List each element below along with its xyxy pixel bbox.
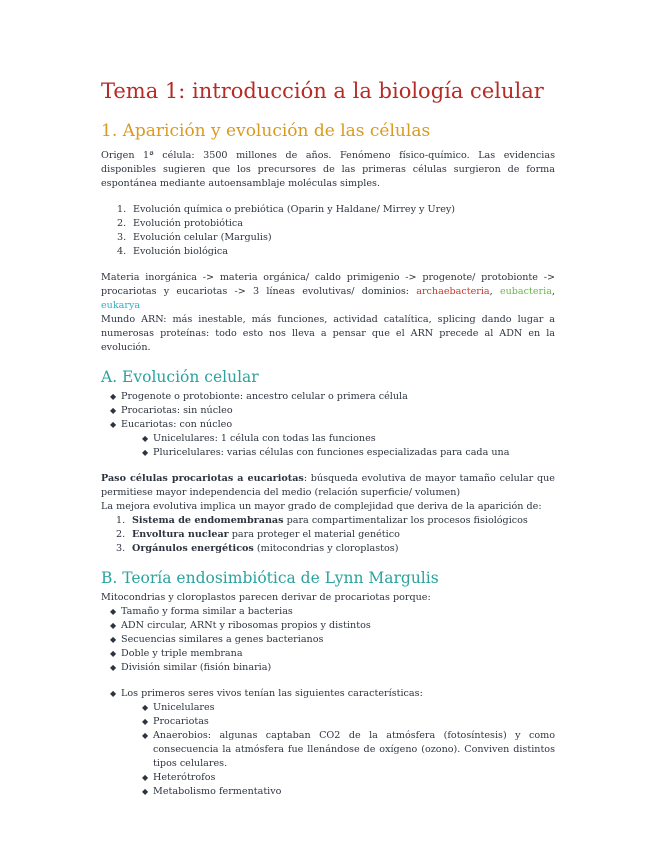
features-list [101, 514, 555, 556]
list-item: 2. Evolución protobiótica [117, 218, 244, 229]
traits-sublist [121, 701, 555, 799]
materia-paragraph: Materia inorgánica -> materia orgánica/ caldo primigenio -> progenote/ protobionte -> procariotas y eucariotas -> 3 líneas evolutivas/ dominios: archaebacteria, eubacteria, eukarya [101, 272, 555, 311]
list-item: ◆ División similar (fisión binaria) [110, 662, 272, 673]
evolucion-celular-list [101, 390, 555, 460]
sectionB-heading: B. Teoría endosimbiótica de Lynn Margulis [101, 569, 439, 587]
mundo-arn-paragraph: Mundo ARN: más inestable, más funciones, actividad catalítica, splicing dando lugar a numerosas proteínas: todo esto nos lleva a pensar que el ARN precede al ADN en la evolución. [101, 314, 555, 353]
paso-paragraph: Paso células procariotas a eucariotas: búsqueda evolutiva de mayor tamaño celular que permitiese mayor independencia del medio (relación superficie/ volumen) [101, 473, 555, 498]
evolution-steps-list [101, 203, 555, 259]
section1-intro: Origen 1ª célula: 3500 millones de años. Fenómeno físico-químico. Las evidencias disponibles sugieren que los precursores de las primeras células surgieron de forma espontánea mediante autoensamblaje moléculas simples. [101, 150, 555, 189]
list-item: ◆ Secuencias similares a genes bacterianos [110, 634, 324, 645]
list-item: 3. Orgánulos energéticos (mitocondrias y cloroplastos) [116, 543, 399, 554]
list-item: ◆ Progenote o protobionte: ancestro celular o primera célula [110, 391, 408, 402]
list-item: ◆ Unicelulares [142, 702, 215, 713]
list-item: 1. Sistema de endomembranas para compartimentalizar los procesos fisiológicos [116, 515, 528, 526]
sectionB-intro: Mitocondrias y cloroplastos parecen derivar de procariotas porque: [101, 592, 431, 603]
list-item: 3. Evolución celular (Margulis) [117, 232, 272, 243]
list-item: ◆ Anaerobios: algunas captaban CO2 de la atmósfera (fotosíntesis) y como consecuencia la atmósfera fue llenándose de oxígeno (ozono). Conviven distintos tipos celulares. [142, 730, 555, 769]
list-item: 1. Evolución química o prebiótica (Oparin y Haldane/ Mirrey y Urey) [117, 204, 456, 215]
reasons-list [101, 605, 555, 675]
list-item: ◆ Heterótrofos [142, 772, 216, 783]
eubacteria-term: eubacteria [499, 286, 552, 297]
eucariotas-sublist [121, 432, 555, 460]
list-item: ◆ Procariotas [142, 716, 209, 727]
list-item: ◆ ADN circular, ARNt y ribosomas propios y distintos [110, 620, 371, 631]
eukarya-term: eukarya [101, 300, 141, 311]
list-item: ◆ Doble y triple membrana [110, 648, 243, 659]
page-title: Tema 1: introducción a la biología celular [101, 79, 544, 103]
list-item: ◆ Unicelulares: 1 célula con todas las funciones [142, 433, 376, 444]
primeros-list [101, 687, 555, 799]
list-item: ◆ Eucariotas: con núcleo ◆ Unicelulares: 1 célula con todas las funciones ◆ Pluricelulares: varias células con funciones especializadas para cada una [101, 418, 555, 460]
sectionA-heading: A. Evolución celular [101, 368, 259, 386]
list-item: ◆ Los primeros seres vivos tenían las siguientes características: ◆ Unicelulares ◆ Procariotas ◆ Anaerobios: algunas captaban CO2 de la atmósfera (fotosíntesis) y como consecuencia la atmósfera fue llenándose de oxígeno (ozono). Conviven distintos tipos celulares. ◆ Heterótrofos ◆ Metabolismo fermentativo [110, 688, 555, 797]
archaebacteria-term: archaebacteria [416, 286, 490, 297]
list-item: ◆ Metabolismo fermentativo [142, 786, 282, 797]
mejora-paragraph: La mejora evolutiva implica un mayor grado de complejidad que deriva de la aparición de: [101, 501, 542, 512]
list-item: ◆ Pluricelulares: varias células con funciones especializadas para cada una [142, 447, 510, 458]
document-page [101, 76, 555, 799]
section1-heading: 1. Aparición y evolución de las células [101, 121, 431, 141]
list-item: ◆ Procariotas: sin núcleo [110, 405, 233, 416]
list-item: ◆ Tamaño y forma similar a bacterias [110, 606, 293, 617]
list-item: 4. Evolución biológica [117, 246, 229, 257]
list-item: 2. Envoltura nuclear para proteger el material genético [116, 529, 400, 540]
